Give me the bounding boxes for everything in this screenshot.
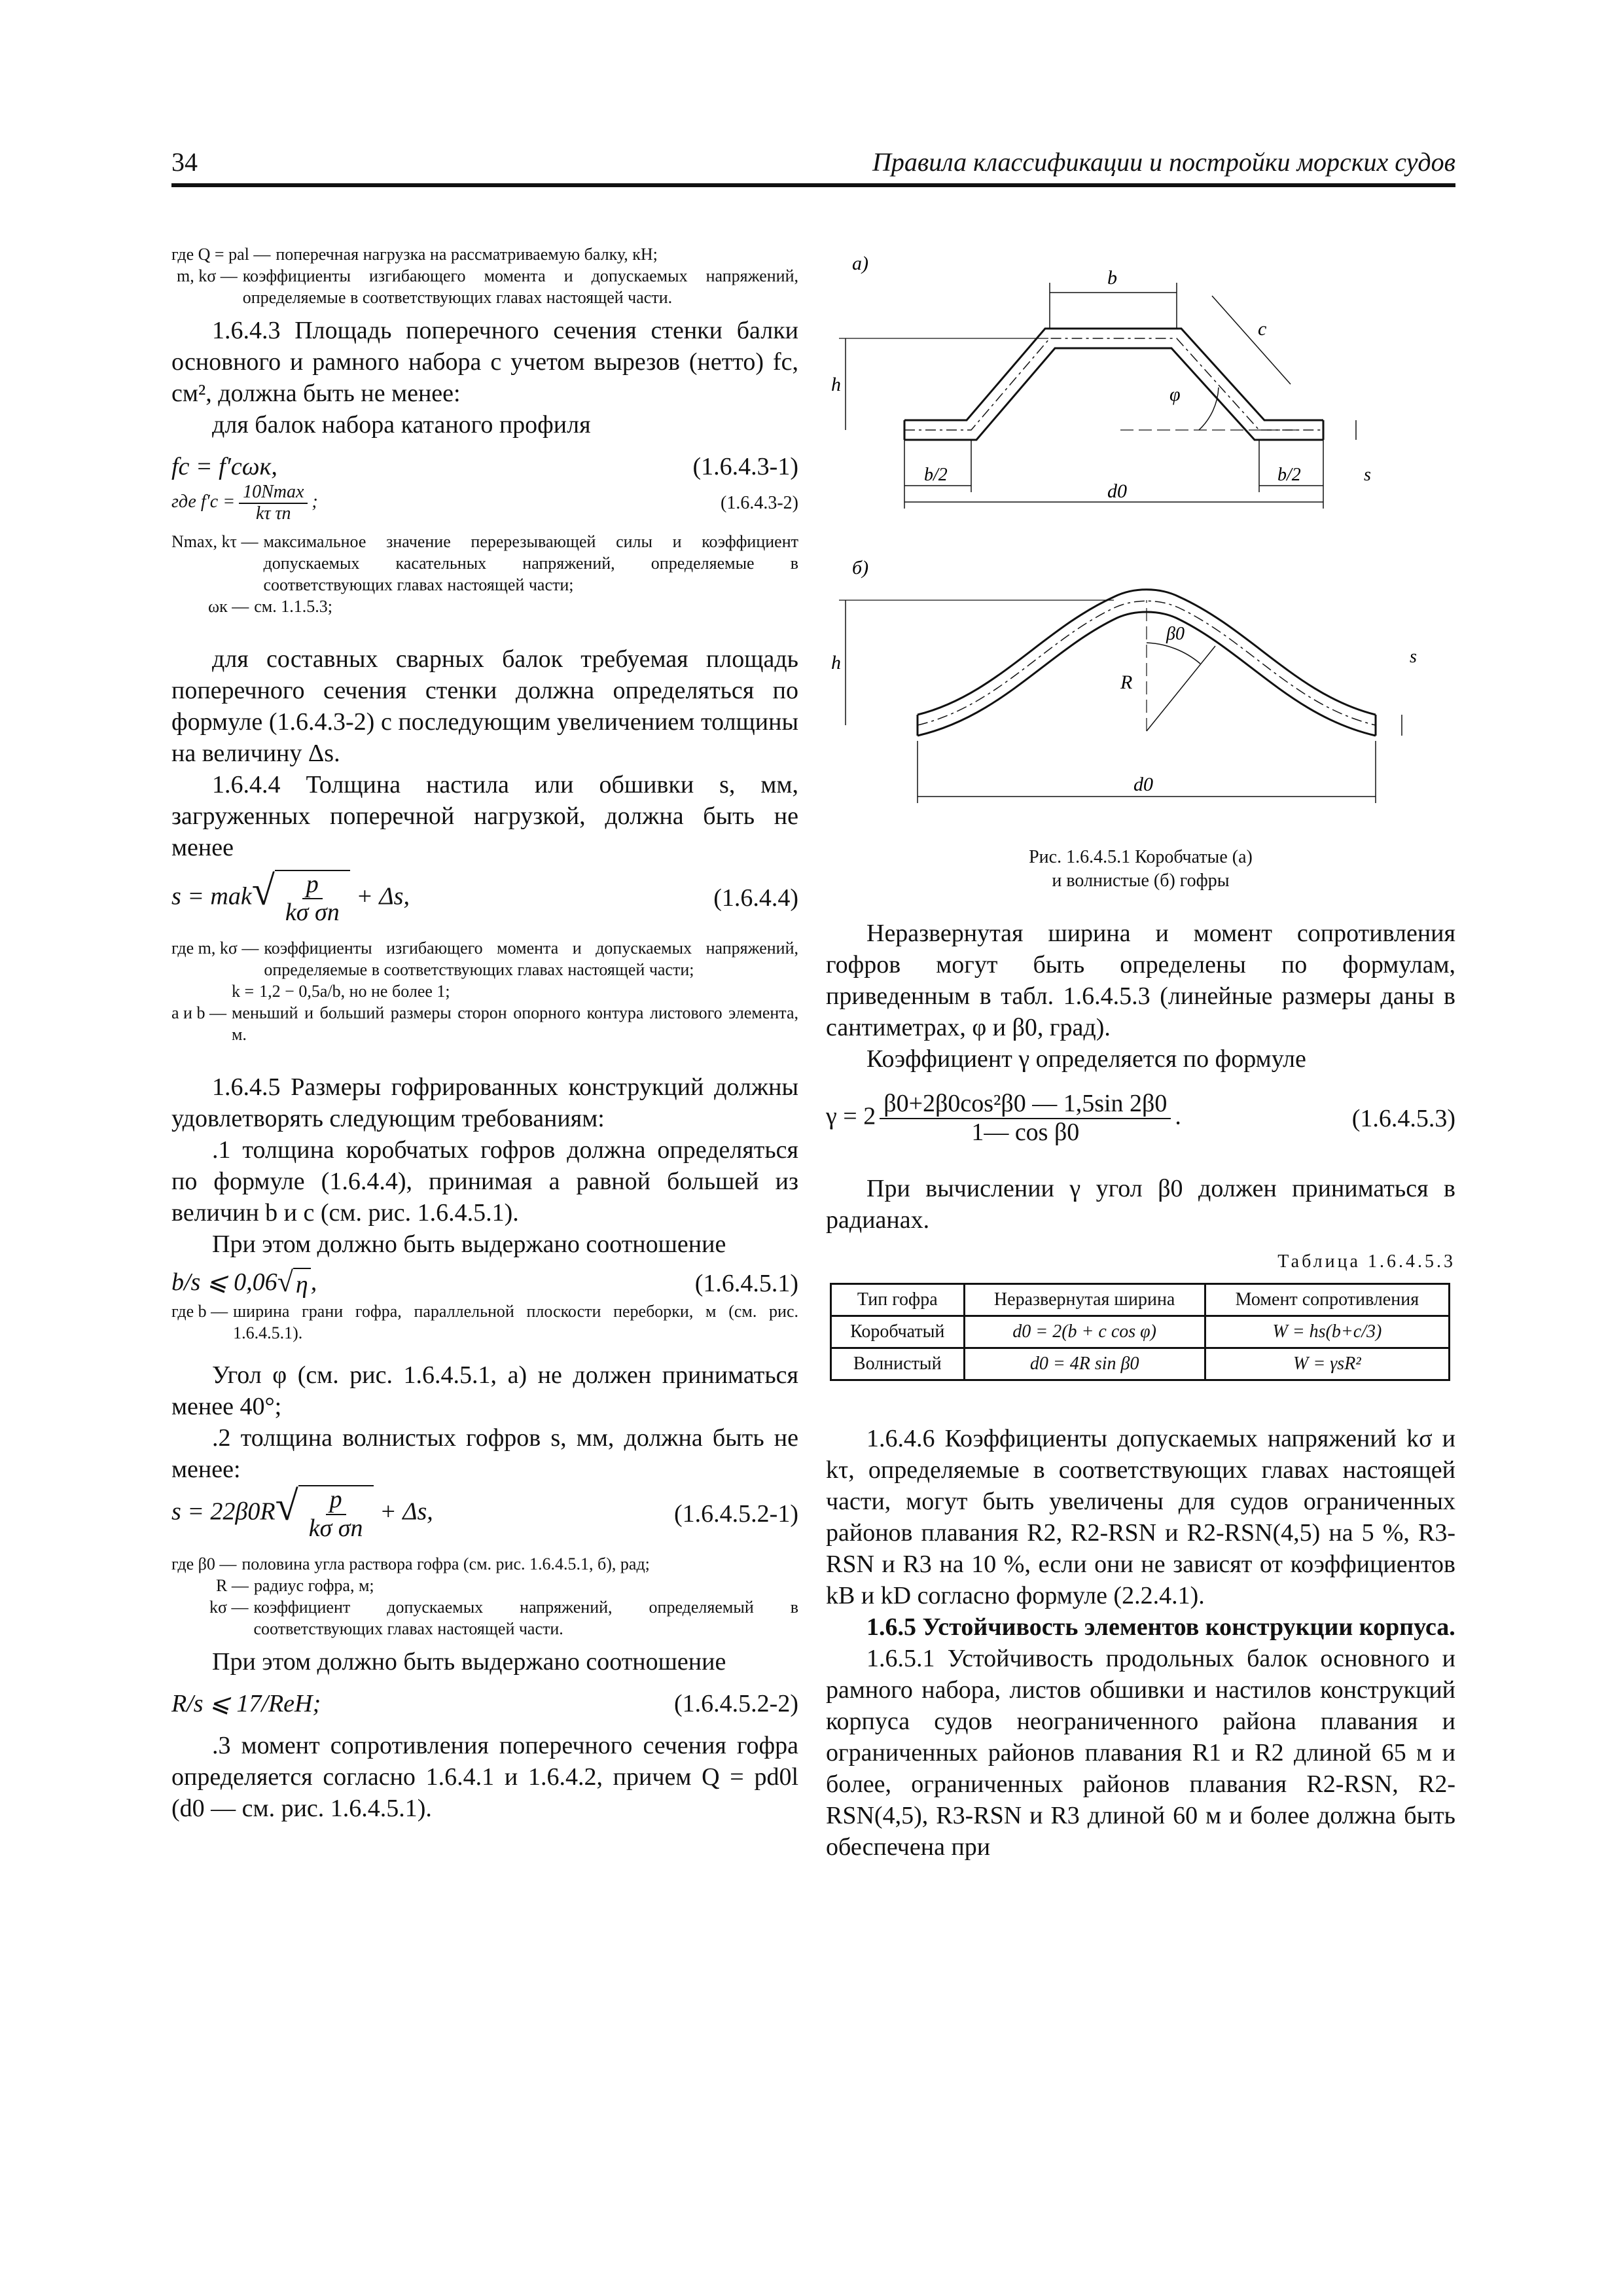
dim-d0-a: d0 bbox=[1107, 480, 1127, 502]
paragraph-unfolded: Неразвернутая ширина и момент сопротивления гофров могут быть определены по формулам, приведенным в табл. 1.6.4.5.3 (линейные размеры даны в сантиметрах, φ и β0, град). bbox=[826, 920, 1455, 1041]
definition-r: R — радиус гофра, м; bbox=[216, 1576, 374, 1596]
label-a: а) bbox=[852, 253, 868, 274]
page-number: 34 bbox=[171, 147, 198, 177]
running-title: Правила классификации и постройки морских судов bbox=[872, 147, 1455, 177]
table-cell: Коробчатый bbox=[831, 1316, 965, 1348]
table-cell: W = γsR² bbox=[1205, 1348, 1449, 1380]
paragraph-item-1: .1 толщина коробчатых гофров должна определяться по формуле (1.6.4.4), принимая a равной большей из величин b и c (см. рис. 1.6.4.5.1). bbox=[171, 1136, 798, 1227]
page-header bbox=[171, 144, 1455, 187]
figure-caption-line-2: и волнистые (б) гофры bbox=[1052, 870, 1230, 891]
figure-1-6-4-5-1 bbox=[826, 243, 1455, 891]
definition-nmax: Nmax, kτ — максимальное значение перерезывающей силы и коэффициент допускаемых касательных напряжений, определяемые в соответствующих главах настоящей части; bbox=[171, 531, 798, 594]
corrugation-table bbox=[830, 1283, 1450, 1381]
paragraph-radians: При вычислении γ угол β0 должен приниматься в радианах. bbox=[826, 1174, 1455, 1234]
label-b: б) bbox=[852, 557, 869, 579]
definition-m: m, kσ — коэффициенты изгибающего момента и допускаемых напряжений, определяемые в соответствующих главах настоящей части. bbox=[177, 266, 798, 307]
paragraph-welded: для составных сварных балок требуемая площадь поперечного сечения стенки должна определяться по формуле (1.6.4.3-2) с последующим увеличением толщины на величину Δs. bbox=[171, 645, 798, 767]
dim-half-b-right: b/2 bbox=[1277, 465, 1301, 485]
definition-ab: a и b — меньший и больший размеры сторон опорного контура листового элемента, м. bbox=[171, 1003, 798, 1045]
dim-c: c bbox=[1258, 318, 1267, 340]
paragraph-1-6-4-6: 1.6.4.6 Коэффициенты допускаемых напряжений kσ и kτ, определяемые в соответствующих главах настоящей части, могут быть увеличены для судов ограниченных районов плавания R2, R2-RSN и R2-RSN(4,5) на 5 %, R3-RSN и R3 на 10 %, если они не зависят от коэффициентов kB и kD согласно формуле (2.2.4.1). bbox=[826, 1424, 1455, 1609]
dim-d0-b: d0 bbox=[1133, 774, 1153, 795]
definition-mk: где m, kσ — коэффициенты изгибающего момента и допускаемых напряжений, определяемые в соответствующих главах настоящей части; bbox=[171, 939, 798, 980]
paragraph-ratio-2: При этом должно быть выдержано соотношение bbox=[212, 1648, 726, 1676]
right-column bbox=[826, 243, 1455, 1863]
paragraph-angle: Угол φ (см. рис. 1.6.4.5.1, a) не должен приниматься менее 40°; bbox=[171, 1361, 798, 1421]
paragraph-1-6-4-5: 1.6.4.5 Размеры гофрированных конструкций должны удовлетворять следующим требованиям: bbox=[171, 1073, 798, 1133]
formula-1-6-4-4: s = mak √ $\frac{p}{\text{kσ σn}}$ + Δs, (1.6.4.4) bbox=[171, 867, 798, 927]
formula-1-6-4-5-1: b/s ⩽ 0,06 √ η , (1.6.4.5.1) bbox=[171, 1266, 798, 1300]
corrugation-diagram bbox=[826, 243, 1455, 891]
paragraph-1-6-4-4: 1.6.4.4 Толщина настила или обшивки s, мм, загруженных поперечной нагрузкой, должна быть не менее bbox=[171, 770, 798, 861]
table-cell: Волнистый bbox=[831, 1348, 965, 1380]
paragraph-ratio-1: При этом должно быть выдержано соотношение bbox=[212, 1230, 726, 1259]
paragraph-1-6-5-1: 1.6.5.1 Устойчивость продольных балок основного и рамного набора, листов обшивки и настилов конструкций корпуса судов неограниченного района плавания и ограниченных районов плавания R1 и R2 длиной 65 м и более, ограниченных районов плавания R2-RSN, R2-RSN(4,5), R3-RSN и R3 длиной 60 м и более должна быть обеспечена при bbox=[826, 1644, 1455, 1861]
dim-beta: β0 bbox=[1166, 624, 1185, 644]
formula-1-6-4-3-2: где f′c = $\frac{10Nmax}{\text{kτ τn}}$ ; (1.6.4.3-2) bbox=[171, 482, 798, 524]
left-column bbox=[171, 243, 798, 1824]
dim-h-b: h bbox=[831, 652, 841, 673]
definition-b: где b — ширина грани гофра, параллельной плоскости переборки, м (см. рис. 1.6.4.5.1). bbox=[171, 1302, 798, 1343]
paragraph-gamma: Коэффициент γ определяется по формуле bbox=[866, 1045, 1306, 1073]
table-caption: Таблица 1.6.4.5.3 bbox=[1277, 1251, 1455, 1272]
formula-1-6-4-5-2-2: R/s ⩽ 17/ReH; (1.6.4.5.2-2) bbox=[171, 1690, 798, 1718]
definition-k: k = 1,2 − 0,5a/b, но не более 1; bbox=[232, 982, 450, 1001]
definition-q: где Q = pal — поперечная нагрузка на рассматриваемую балку, кН; bbox=[171, 245, 658, 264]
paragraph-item-2: .2 толщина волнистых гофров s, мм, должна быть не менее: bbox=[171, 1424, 798, 1484]
table-header: Неразвернутая ширина bbox=[964, 1283, 1205, 1316]
formula-1-6-4-5-3: γ = 2 $\frac{\text{β0+2β0cos²β0 — 1,5sin 2β0}}{\text{1— cos β0}}$ . (1.6.4.5.3) bbox=[826, 1090, 1455, 1146]
dim-s-a: s bbox=[1364, 465, 1371, 485]
table-header: Момент сопротивления bbox=[1205, 1283, 1449, 1316]
dim-phi: φ bbox=[1169, 384, 1181, 405]
dim-half-b-left: b/2 bbox=[924, 465, 948, 485]
figure-caption-line-1: Рис. 1.6.4.5.1 Коробчатые (а) bbox=[1029, 847, 1253, 867]
formula-1-6-4-5-2-1: s = 22β0R √ $\frac{p}{\text{kσ σn}}$ + Δs, (1.6.4.5.2-1) bbox=[171, 1482, 798, 1543]
dim-b: b bbox=[1107, 267, 1117, 289]
paragraph-1-6-4-3: 1.6.4.3 Площадь поперечного сечения стенки балки основного и рамного набора с учетом вырезов (нетто) fc, см², должна быть не менее: bbox=[171, 317, 798, 407]
heading-1-6-5: 1.6.5 Устойчивость элементов конструкции корпуса. bbox=[866, 1613, 1455, 1641]
dim-s-b: s bbox=[1410, 647, 1417, 667]
table-cell: d0 = 2(b + c cos φ) bbox=[964, 1316, 1205, 1348]
table-header-row bbox=[831, 1283, 1450, 1316]
table-header: Тип гофра bbox=[831, 1283, 965, 1316]
dim-r: R bbox=[1120, 672, 1133, 693]
definition-beta: где β0 — половина угла раствора гофра (см. рис. 1.6.4.5.1, б), рад; bbox=[171, 1554, 650, 1574]
definition-ksigma: kσ — коэффициент допускаемых напряжений, определяемый в соответствующих главах настоящей части. bbox=[209, 1598, 798, 1639]
table-cell: W = hs(b+c/3) bbox=[1205, 1316, 1449, 1348]
table-row bbox=[831, 1316, 1450, 1348]
formula-1-6-4-3-1: fc = f′cωк, (1.6.4.3-1) bbox=[171, 453, 798, 480]
table-row bbox=[831, 1348, 1450, 1380]
table-cell: d0 = 4R sin β0 bbox=[964, 1348, 1205, 1380]
paragraph-rolled: для балок набора катаного профиля bbox=[212, 411, 591, 439]
definition-omega: ωк — см. 1.1.5.3; bbox=[208, 596, 332, 616]
dim-h: h bbox=[831, 374, 841, 395]
paragraph-item-3: .3 момент сопротивления поперечного сечения гофра определяется согласно 1.6.4.1 и 1.6.4.2, причем Q = pd0l (d0 — см. рис. 1.6.4.5.1). bbox=[171, 1732, 798, 1823]
